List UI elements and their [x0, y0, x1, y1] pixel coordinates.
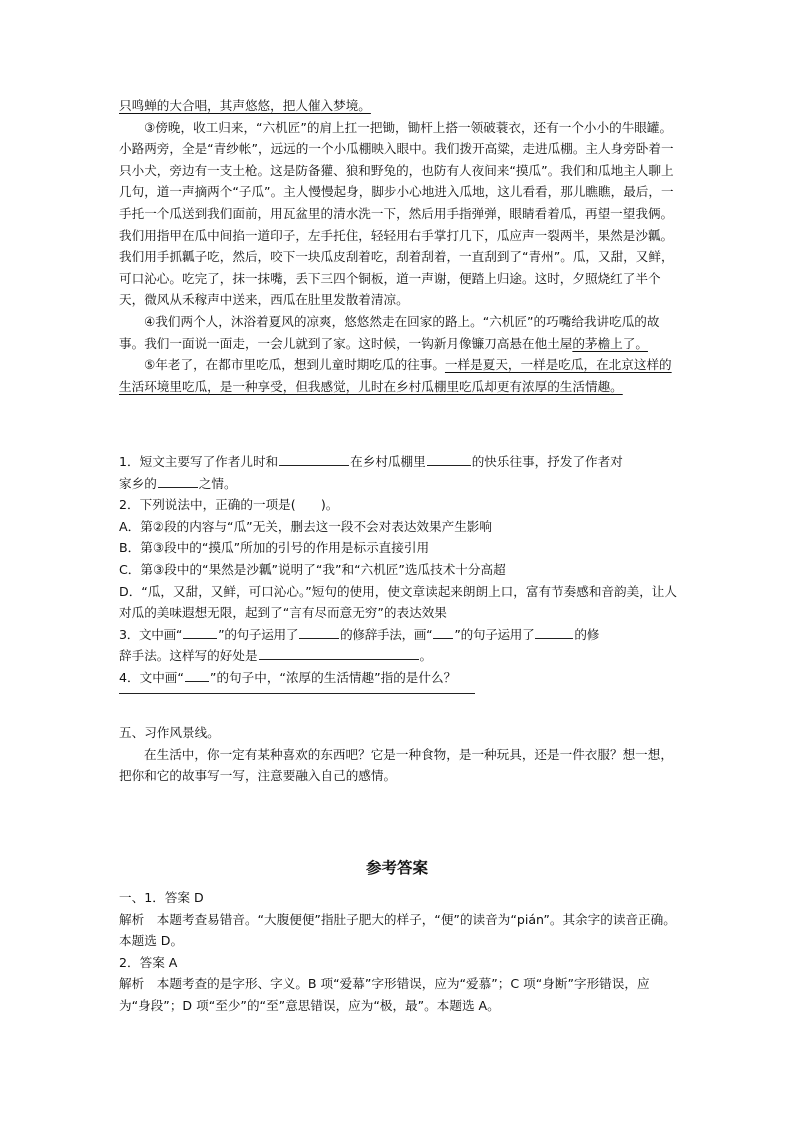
q1-text-a: 1．短文主要写了作者儿时和 — [119, 454, 279, 469]
answer-2-explanation: 解析 本题考查的是字形、字义。B 项“爱幕”字形错误，应为“爱慕”；C 项“身断”字形错误，应为“身段”；D 项“至少”的“至”意思错误，应为“极，最”。本题选 A。 — [119, 976, 650, 1013]
answer-2: 2．答案 A — [119, 954, 178, 970]
q3-text-b: ”的句子运用了 — [218, 626, 299, 642]
q4-answer-line[interactable] — [119, 693, 475, 694]
q2-option-d: D．“瓜，又甜，又鲜，可口沁心。”短句的使用，使文章读起来朗朗上口，富有节奏感和音韵美，让人对瓜的美味遐想无限，起到了“言有尽而意无穷”的表达效果 — [119, 583, 677, 621]
q4-text-b: ”的句子中，“浓厚的生活情趣”指的是什么？ — [209, 669, 457, 685]
q1-text-c: 的快乐往事，抒发了作者对 — [471, 454, 623, 469]
story-section — [119, 95, 679, 397]
paragraph-5-text: ⑤年老了，在都市里吃瓜，想到儿童时期吃瓜的往事。 — [144, 357, 445, 373]
composition-section — [119, 722, 679, 787]
paragraph-4-text: ④我们两个人，沐浴着夏风的凉爽，悠悠然走在回家的路上。“六机匠”的巧嘴给我讲吃瓜的故事。我们一面说一面走，一会儿就到了家。这时候，一钩新月像镰刀高悬在他土屋 — [119, 313, 660, 351]
paragraph-4 — [119, 311, 679, 354]
q2-option-a: A．第②段的内容与“瓜”无关，删去这一段不会对表达效果产生影响 — [119, 518, 492, 534]
composition-prompt: 在生活中，你一定有某种喜欢的东西吧？它是一种食物，是一种玩具，还是一件衣服？想一想，把你和它的故事写一写，注意要融入自己的感情。 — [119, 746, 673, 784]
question-3-cont — [119, 645, 679, 667]
story-first-line — [119, 95, 679, 117]
q2-option-b: B．第③段中的“摸瓜”所加的引号的作用是标示直接引用 — [119, 540, 430, 556]
answers-title: 参考答案 — [365, 858, 428, 877]
paragraph-3: ③傍晚，收工归来，“六机匠”的肩上扛一把锄，锄杆上搭一领破蓑衣，还有一个小小的牛眼罐。小路两旁，全是“青纱帐”，远远的一个小瓜棚映入眼中。我们拨开高粱，走进瓜棚。主人身旁卧着一只小犬，旁边有一支土枪。这是防备獾、狼和野兔的，也防有人夜间来“摸瓜”。我们和瓜地主人聊上几句，道一声摘两个“子瓜”。主人慢慢起身，脚步小心地进入瓜地，这儿看看，那儿瞧瞧，最后，一手托一个瓜送到我们面前，用瓦盆里的清水洗一下，然后用手指弹弹，眼睛看着瓜，再望一望我俩。我们用指甲在瓜中间掐一道印子，左手托住，轻轻用右手掌打几下，瓜应声一裂两半，果然是沙瓤。我们用手抓瓤子吃，然后，咬下一块瓜皮刮着吃，刮着刮着，一直刮到了“青州”。瓜，又甜，又鲜，可口沁心。吃完了，抹一抹嘴，丢下三四个铜板，道一声谢，便踏上归途。这时，夕照烧红了半个天，微风从禾稼声中送来，西瓜在肚里发散着清凉。 — [119, 119, 674, 308]
q1-blank-2[interactable] — [427, 451, 471, 466]
q3-text-e: 的修 — [574, 626, 599, 642]
question-2: 2．下列说法中，正确的一项是( )。 — [119, 497, 339, 513]
q4-text-a: 4．文中画“ — [119, 669, 184, 685]
q3-mark-2 — [433, 624, 453, 639]
answers-section — [119, 887, 679, 1017]
q3-blank-1[interactable] — [299, 624, 339, 639]
answer-1-explanation: 解析 本题考查易错音。“大腹便便”指肚子肥大的样子，“便”的读音为“pián”。其余字的读音正确。本题选 D。 — [119, 911, 676, 949]
q4-mark — [185, 667, 209, 682]
q3-text-c: 的修辞手法，画“ — [340, 626, 433, 642]
underlined-sentence: 只鸣蝉的大合唱，其声悠悠，把人催入梦境。 — [119, 98, 371, 113]
question-4 — [119, 667, 679, 689]
q3-text-g: 。 — [419, 648, 433, 664]
question-1-cont — [119, 473, 679, 495]
q2-option-c: C．第③段中的“果然是沙瓤”说明了“我”和“六机匠”选瓜技术十分高超 — [119, 561, 506, 577]
paragraph-4-underlined: 的茅檐上了。 — [572, 335, 648, 351]
q1-blank-3[interactable] — [158, 473, 198, 488]
q3-text-f: 辞手法。这样写的好处是 — [119, 648, 258, 664]
paragraph-5-underlined: 一样是夏天，一样是吃瓜，在北京这样的生活环境里吃瓜，是一种享受，但我感觉，儿时在乡村瓜棚里吃瓜却更有浓厚的生活情趣。 — [119, 357, 672, 394]
q3-blank-3[interactable] — [259, 645, 419, 660]
q3-text-a: 3．文中画“ — [119, 626, 183, 642]
questions-section — [119, 451, 679, 689]
composition-heading: 五、习作风景线。 — [119, 725, 220, 740]
paragraph-5 — [119, 354, 679, 397]
q1-text-e: 之情。 — [198, 475, 237, 491]
answer-1: 一、1．答案 D — [119, 890, 204, 905]
q3-blank-2[interactable] — [535, 624, 573, 639]
q3-mark-1 — [183, 624, 217, 639]
q1-text-b: 在乡村瓜棚里 — [350, 454, 426, 469]
question-3 — [119, 624, 679, 646]
q1-text-d: 家乡的 — [119, 475, 157, 491]
q1-blank-1[interactable] — [279, 451, 349, 466]
question-1 — [119, 451, 679, 473]
q3-text-d: ”的句子运用了 — [454, 626, 535, 642]
